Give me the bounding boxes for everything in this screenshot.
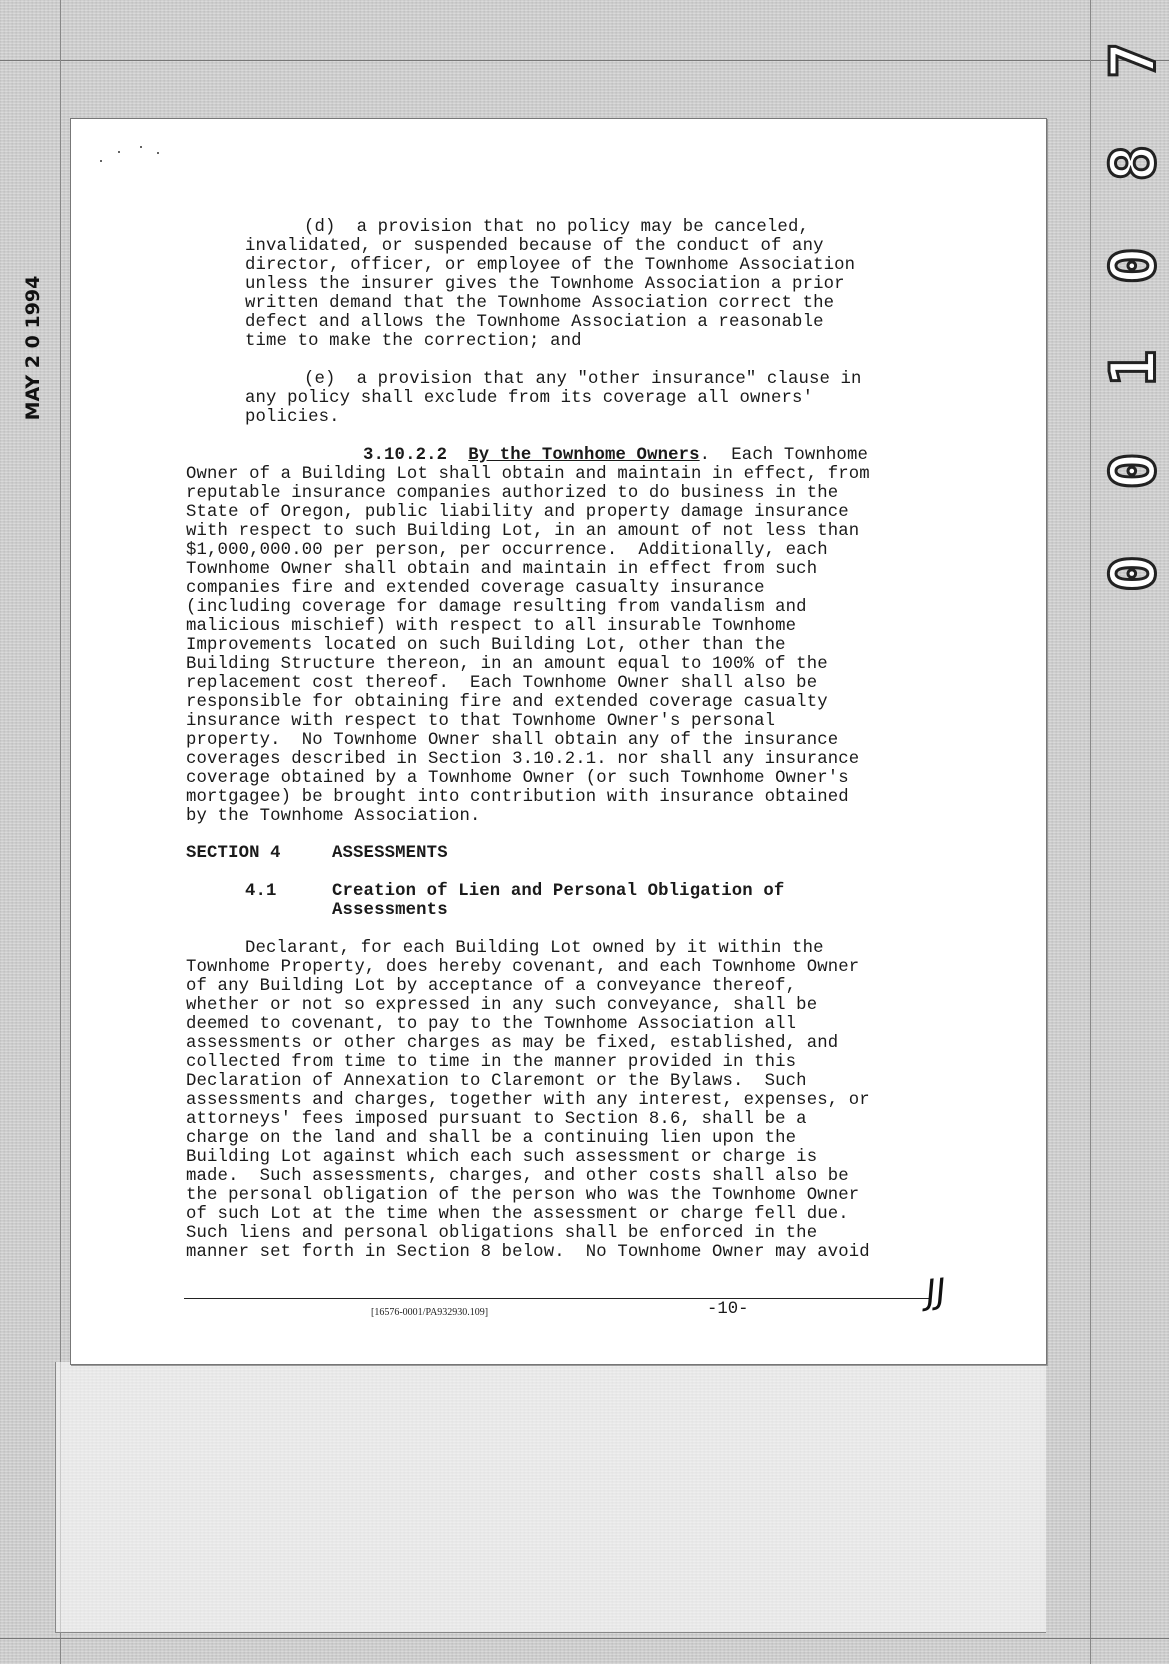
section-4-label: SECTION 4 (186, 844, 281, 863)
section-3-10-2-2-first-line (363, 447, 868, 466)
para-d-line: defect and allows the Townhome Association a reasonable (245, 313, 824, 332)
para-e-line: any policy shall exclude from its coverage all owners' (245, 389, 814, 408)
scan-speck (100, 160, 102, 162)
handwritten-initials: JJ (923, 1271, 949, 1313)
side-document-number (1096, 27, 1169, 593)
footer-rule (184, 1298, 929, 1299)
declarant-line: assessments and charges, together with any interest, expenses, or (186, 1091, 870, 1110)
section-3-10-2-2-line: State of Oregon, public liability and property damage insurance (186, 503, 849, 522)
section-3-10-2-2-line: $1,000,000.00 per person, per occurrence. Additionally, each (186, 541, 828, 560)
para-e-line: (e) a provision that any "other insurance" clause in (304, 370, 862, 389)
section-3-10-2-2-number: 3.10.2.2 (363, 446, 448, 465)
declarant-line: of any Building Lot by acceptance of a conveyance thereof, (186, 977, 797, 996)
para-d-line: written demand that the Townhome Association correct the (245, 294, 835, 313)
scan-speck (157, 152, 159, 154)
frame-line-top (0, 60, 1169, 61)
subsection-4-1-title: Assessments (332, 901, 448, 920)
declarant-line: attorneys' fees imposed pursuant to Section 8.6, shall be a (186, 1110, 807, 1129)
declarant-line: assessments or other charges as may be fixed, established, and (186, 1034, 839, 1053)
date-stamp (13, 268, 53, 428)
subsection-4-1-number: 4.1 (245, 882, 277, 901)
para-d-line: time to make the correction; and (245, 332, 582, 351)
section-3-10-2-2-line: reputable insurance companies authorized to do business in the (186, 484, 839, 503)
declarant-line: collected from time to time in the manner provided in this (186, 1053, 797, 1072)
section-3-10-2-2-line: replacement cost thereof. Each Townhome Owner shall also be (186, 674, 818, 693)
scan-speck (140, 146, 142, 148)
scan-speck (118, 151, 120, 153)
declarant-line: Declaration of Annexation to Claremont or the Bylaws. Such (186, 1072, 807, 1091)
section-3-10-2-2-line: responsible for obtaining fire and extended coverage casualty (186, 693, 828, 712)
declarant-line: deemed to covenant, to pay to the Townhome Association all (186, 1015, 797, 1034)
declarant-line: Building Lot against which each such assessment or charge is (186, 1148, 818, 1167)
section-4-title: ASSESSMENTS (332, 844, 448, 863)
para-d-line: director, officer, or employee of the Townhome Association (245, 256, 856, 275)
declarant-line: whether or not so expressed in any such conveyance, shall be (186, 996, 818, 1015)
section-3-10-2-2-line: malicious mischief) with respect to all insurable Townhome (186, 617, 797, 636)
section-3-10-2-2-line: (including coverage for damage resulting from vandalism and (186, 598, 807, 617)
declarant-line: Such liens and personal obligations shall be enforced in the (186, 1224, 818, 1243)
declarant-line: the personal obligation of the person who was the Townhome Owner (186, 1186, 860, 1205)
section-3-10-2-2-line: by the Townhome Association. (186, 807, 481, 826)
footer-document-code: [16576-0001/PA932930.109] (371, 1307, 489, 1318)
frame-line-bottom (0, 1638, 1169, 1639)
page-number: -10- (707, 1300, 749, 1319)
para-d-line: (d) a provision that no policy may be canceled, (304, 218, 809, 237)
section-3-10-2-2-line: Owner of a Building Lot shall obtain and maintain in effect, from (186, 465, 870, 484)
declarant-line: made. Such assessments, charges, and other costs shall also be (186, 1167, 849, 1186)
section-3-10-2-2-line: mortgagee) be brought into contribution with insurance obtained (186, 788, 849, 807)
section-3-10-2-2-heading: By the Townhome Owners (468, 446, 700, 465)
declarant-line: charge on the land and shall be a continuing lien upon the (186, 1129, 797, 1148)
section-3-10-2-2-line: insurance with respect to that Townhome Owner's personal (186, 712, 776, 731)
section-3-10-2-2-line: Improvements located on such Building Lot, other than the (186, 636, 786, 655)
para-d-line: invalidated, or suspended because of the conduct of any (245, 237, 824, 256)
declarant-line: of such Lot at the time when the assessment or charge fell due. (186, 1205, 849, 1224)
para-d-line: unless the insurer gives the Townhome Association a prior (245, 275, 845, 294)
section-3-10-2-2-line: with respect to such Building Lot, in an amount of not less than (186, 522, 860, 541)
declarant-line: manner set forth in Section 8 below. No Townhome Owner may avoid (186, 1243, 870, 1262)
subsection-4-1-title: Creation of Lien and Personal Obligation of (332, 882, 785, 901)
section-3-10-2-2-line: property. No Townhome Owner shall obtain any of the insurance (186, 731, 839, 750)
date-stamp-text: MAY 2 0 1994 (22, 275, 44, 421)
declarant-line: Declarant, for each Building Lot owned by it within the (245, 939, 824, 958)
section-3-10-2-2-line: Townhome Owner shall obtain and maintain in effect from such (186, 560, 818, 579)
side-document-number-text: 0 0 1 0 8 7 (1096, 27, 1169, 593)
section-3-10-2-2-line: Building Structure thereon, in an amount equal to 100% of the (186, 655, 828, 674)
declarant-line: Townhome Property, does hereby covenant, and each Townhome Owner (186, 958, 860, 977)
section-3-10-2-2-line: coverages described in Section 3.10.2.1. nor shall any insurance (186, 750, 860, 769)
frame-line-right (1090, 0, 1091, 1664)
section-3-10-2-2-line: companies fire and extended coverage casualty insurance (186, 579, 765, 598)
lower-scan-area (55, 1362, 1046, 1633)
section-3-10-2-2-first-rest: . Each Townhome (699, 446, 868, 465)
section-3-10-2-2-line: coverage obtained by a Townhome Owner (or such Townhome Owner's (186, 769, 849, 788)
para-e-line: policies. (245, 408, 340, 427)
